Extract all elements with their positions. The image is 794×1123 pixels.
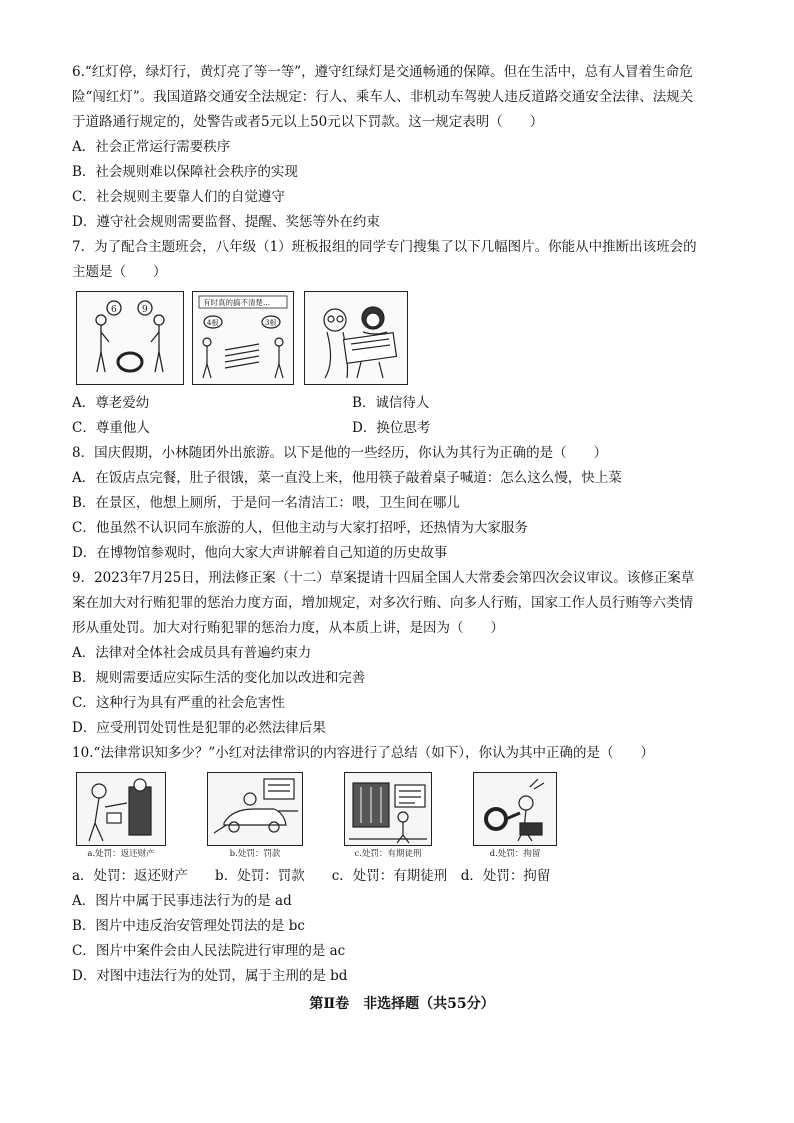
- option-b: B．社会规则难以保障社会秩序的实现: [72, 164, 298, 180]
- option-d: D．应受刑罚处罚性是犯罪的必然法律后果: [72, 720, 326, 736]
- picture-c: [344, 772, 432, 862]
- property-dispute-image: [76, 772, 166, 846]
- svg-text:6: 6: [111, 305, 117, 315]
- question-9-stem-line: 形从重处罚。加大对行贿犯罪的惩治力度，从本质上讲，是因为（ ）: [72, 620, 504, 636]
- question-7-stem-line: 主题是（ ）: [72, 264, 167, 280]
- option-d: D．对图中违法行为的处罚，属于主刑的是 bd: [72, 968, 348, 984]
- option-c: C．这种行为具有严重的社会危害性: [72, 695, 285, 711]
- option-d: D．遵守社会规则需要监督、提醒、奖惩等外在约束: [72, 214, 380, 230]
- option-a: A．尊老爱幼: [72, 395, 150, 411]
- question-7-stem-line: 7．为了配合主题班会，八年级（1）班板报组的同学专门搜集了以下几幅图片。你能从中推断出该班会的: [72, 239, 697, 255]
- traffic-fine-image: [207, 772, 303, 846]
- question-9-stem-line: 9．2023年7月25日，刑法修正案（十二）草案提请十四届全国人大常委会第四次会议审议。该修正案草: [72, 570, 695, 586]
- option-c: C．尊重他人: [72, 420, 150, 436]
- option-a: A．法律对全体社会成员具有普遍约束力: [72, 645, 312, 661]
- question-7-pictures: [76, 291, 732, 385]
- option-c: C．他虽然不认识同车旅游的人，但他主动与大家打招呼，还热情为大家服务: [72, 520, 528, 536]
- option-a: A．在饭店点完餐，肚子很饿，菜一直没上来，他用筷子敲着桌子喊道：怎么这么慢，快上菜: [72, 470, 622, 486]
- prison-sentence-image: [344, 772, 432, 846]
- exam-page: [72, 60, 732, 1017]
- left-bubble-text: 4根: [207, 319, 219, 327]
- question-7-options-row: [72, 416, 732, 441]
- picture-d-caption: d.处罚：拘留: [489, 849, 541, 859]
- question-6-stem-line: 险“闯红灯”。我国道路交通安全法规定：行人、乘车人、非机动车驾驶人违反道路交通安全法律、法规关: [72, 89, 694, 105]
- section-title: 第Ⅱ卷 非选择题（共55分）: [309, 996, 495, 1012]
- cartoon-six-nine-image: [76, 291, 184, 385]
- option-c: C．社会规则主要靠人们的自觉遵守: [72, 189, 285, 205]
- picture-d: [473, 772, 557, 862]
- question-8: [72, 441, 732, 566]
- question-8-stem-line: 8．国庆假期，小林随团外出旅游。以下是他的一些经历，你认为其行为正确的是（ ）: [72, 445, 608, 461]
- option-b: B．图片中违反治安管理处罚法的是 bc: [72, 918, 305, 934]
- question-10-stem-line: 10.“法律常识知多少？”小红对法律常识的内容进行了总结（如下），你认为其中正确的是（ ）: [72, 745, 655, 761]
- detention-image: [473, 772, 557, 846]
- option-b: B．在景区，他想上厕所，于是问一名清洁工：喂，卫生间在哪儿: [72, 495, 460, 511]
- option-a: A．图片中属于民事违法行为的是 ad: [72, 893, 292, 909]
- option-b: B．诚信待人: [352, 395, 430, 411]
- question-10: [72, 741, 732, 989]
- cartoon-caption-text: 有时真的搞不清楚...: [203, 298, 271, 307]
- cartoon-sticks-image: [192, 291, 294, 385]
- question-7: [72, 235, 732, 441]
- option-a: A．社会正常运行需要秩序: [72, 139, 231, 155]
- question-6-stem-line: 于道路通行规定的，处警告或者5元以上50元以下罚款。这一规定表明（ ）: [72, 114, 544, 130]
- question-9-stem-line: 案在加大对行贿犯罪的惩治力度方面，增加规定，对多次行贿、向多人行贿，国家工作人员行贿等六类情: [72, 595, 693, 611]
- option-b: B．规则需要适应实际生活的变化加以改进和完善: [72, 670, 366, 686]
- question-7-options-row: [72, 391, 732, 416]
- question-9: [72, 566, 732, 741]
- svg-text:9: 9: [142, 305, 148, 315]
- question-6: [72, 60, 732, 235]
- option-d: D．换位思考: [352, 420, 431, 436]
- picture-b-caption: b.处罚：罚款: [229, 849, 281, 859]
- picture-a-caption: a.处罚：返还财产: [87, 849, 155, 859]
- picture-a: [76, 772, 166, 862]
- picture-c-caption: c.处罚：有期徒刑: [354, 849, 422, 859]
- option-c: C．图片中案件会由人民法院进行审理的是 ac: [72, 943, 346, 959]
- right-bubble-text: 3根: [265, 319, 277, 327]
- option-d: D．在博物馆参观时，他向大家大声讲解着自己知道的历史故事: [72, 545, 448, 561]
- question-6-stem-line: 6.“红灯停，绿灯行，黄灯亮了等一等”，遵守红绿灯是交通畅通的保障。但在生活中，总有人冒着生命危: [72, 64, 693, 80]
- cartoon-newspaper-image: [304, 291, 408, 385]
- question-10-pictures: [76, 772, 732, 862]
- picture-b: [207, 772, 303, 862]
- question-10-summary: a．处罚：返还财产 b．处罚：罚款 c．处罚：有期徒刑 d．处罚：拘留: [72, 868, 551, 884]
